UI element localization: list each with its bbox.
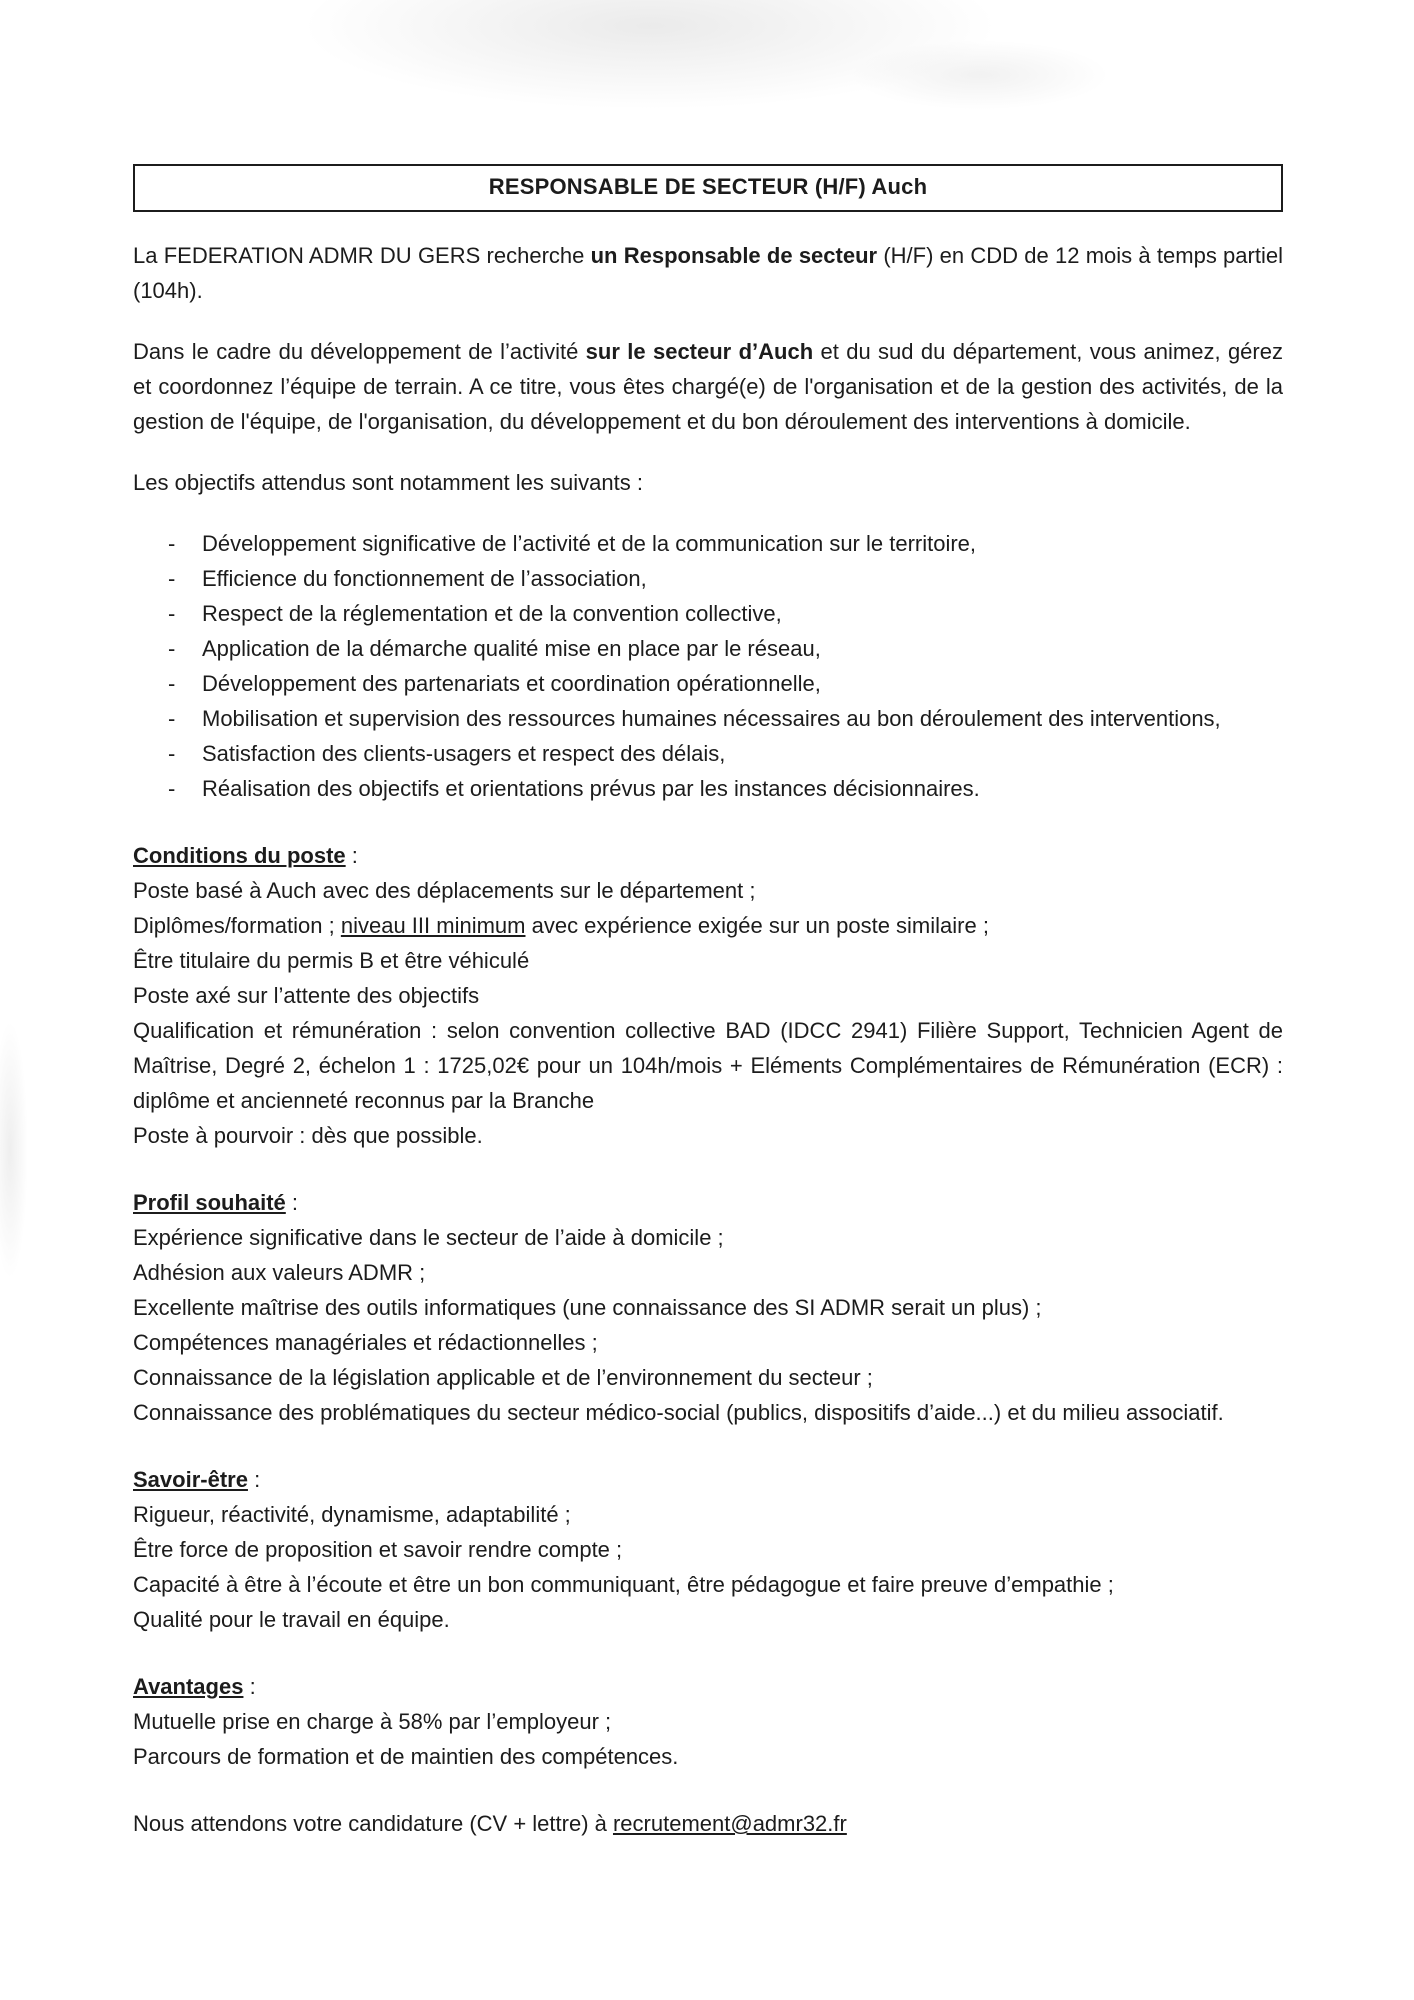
savoir-line: Qualité pour le travail en équipe. <box>133 1607 450 1632</box>
conditions-line: Qualification et rémunération : selon convention collective BAD (IDCC 2941) Filière Support, Technicien Agent de Maîtrise, Degré 2, échelon 1 : 1725,02€ pour un 104h/mois + Eléments Complémentaires de Rémunération (ECR) : diplôme et ancienneté reconnus par la Branche <box>133 1018 1283 1113</box>
heading-colon: : <box>345 843 358 868</box>
savoir-line: Capacité à être à l’écoute et être un bon communiquant, être pédagogue et faire preuve d’empathie ; <box>133 1572 1114 1597</box>
heading-colon: : <box>243 1674 256 1699</box>
conditions-line: Poste à pourvoir : dès que possible. <box>133 1123 483 1148</box>
section-avantages <box>133 1669 1283 1774</box>
context-text: et du sud du département, vous animez, gérez et coordonnez l’équipe de terrain. A ce titre, vous êtes chargé(e) de l'organisation et de la gestion des activités, de la gestion de l'équipe, de l'organisation, du développement et du bon déroulement des interventions à domicile. <box>133 339 1283 434</box>
savoir-line: Rigueur, réactivité, dynamisme, adaptabilité ; <box>133 1502 571 1527</box>
section-savoir-etre <box>133 1462 1283 1637</box>
conditions-text: Diplômes/formation ; <box>133 913 341 938</box>
avantages-line: Mutuelle prise en charge à 58% par l’employeur ; <box>133 1709 612 1734</box>
conditions-underlined-text: niveau III minimum <box>340 913 526 938</box>
profil-line: Expérience significative dans le secteur de l’aide à domicile ; <box>133 1225 724 1250</box>
conditions-line: Poste basé à Auch avec des déplacements sur le département ; <box>133 878 756 903</box>
intro-text: La FEDERATION ADMR DU GERS recherche <box>133 243 591 268</box>
objective-item: - Satisfaction des clients-usagers et respect des délais, <box>202 736 1283 771</box>
conditions-line: Poste axé sur l’attente des objectifs <box>133 983 480 1008</box>
document-page <box>133 164 1283 1867</box>
avantages-heading <box>133 1669 1283 1704</box>
conditions-line: Être titulaire du permis B et être véhiculé <box>133 948 530 973</box>
conditions-line <box>133 908 1283 943</box>
objective-item: - Développement des partenariats et coordination opérationnelle, <box>202 666 1283 701</box>
profil-heading-label: Profil souhaité <box>133 1190 286 1215</box>
savoir-heading <box>133 1462 1283 1497</box>
objectives-intro: Les objectifs attendus sont notamment les suivants : <box>133 470 643 495</box>
section-profil <box>133 1185 1283 1430</box>
objective-item: - Respect de la réglementation et de la convention collective, <box>202 596 1283 631</box>
scan-artifact <box>850 40 1110 110</box>
scan-artifact <box>300 0 1000 110</box>
intro-bold-text: un Responsable de secteur <box>590 243 878 268</box>
heading-colon: : <box>285 1190 299 1215</box>
scan-artifact <box>0 1020 28 1280</box>
profil-line: Connaissance de la législation applicable et de l’environnement du secteur ; <box>133 1365 873 1390</box>
objective-item: - Réalisation des objectifs et orientations prévus par les instances décisionnaires. <box>202 771 1283 806</box>
profil-line: Excellente maîtrise des outils informatiques (une connaissance des SI ADMR serait un plus) ; <box>133 1295 1042 1320</box>
profil-line: Connaissance des problématiques du secteur médico-social (publics, dispositifs d’aide...) et du milieu associatif. <box>133 1400 1224 1425</box>
job-title: RESPONSABLE DE SECTEUR (H/F) Auch <box>488 174 928 199</box>
conditions-heading-label: Conditions du poste <box>133 843 346 868</box>
context-paragraph <box>133 334 1283 439</box>
objectives-list <box>133 526 1283 806</box>
conditions-text: avec expérience exigée sur un poste similaire ; <box>525 913 989 938</box>
profil-line: Compétences managériales et rédactionnelles ; <box>133 1330 598 1355</box>
conditions-heading <box>133 838 1283 873</box>
intro-text: (H/F) en CDD de 12 mois à temps partiel (104h). <box>133 243 1283 303</box>
savoir-heading-label: Savoir-être <box>133 1467 248 1492</box>
closing-text: Nous attendons votre candidature (CV + lettre) à <box>133 1811 613 1836</box>
job-title-box <box>133 164 1283 212</box>
objective-item: - Mobilisation et supervision des ressources humaines nécessaires au bon déroulement des interventions, <box>202 701 1283 736</box>
closing-line <box>133 1806 1283 1841</box>
objective-item: - Développement significative de l’activité et de la communication sur le territoire, <box>202 526 1283 561</box>
heading-colon: : <box>247 1467 261 1492</box>
profil-line: Adhésion aux valeurs ADMR ; <box>133 1260 426 1285</box>
profil-heading <box>133 1185 1283 1220</box>
objective-item: - Application de la démarche qualité mise en place par le réseau, <box>202 631 1283 666</box>
context-bold-text: sur le secteur d’Auch <box>585 339 814 364</box>
avantages-heading-label: Avantages <box>133 1674 244 1699</box>
objective-item: - Efficience du fonctionnement de l’association, <box>202 561 1283 596</box>
savoir-line: Être force de proposition et savoir rendre compte ; <box>133 1537 623 1562</box>
intro-paragraph <box>133 238 1283 308</box>
section-conditions <box>133 838 1283 1153</box>
avantages-line: Parcours de formation et de maintien des compétences. <box>133 1744 679 1769</box>
context-text: Dans le cadre du développement de l’activité <box>133 339 586 364</box>
email-link[interactable]: recrutement@admr32.fr <box>612 1811 847 1836</box>
